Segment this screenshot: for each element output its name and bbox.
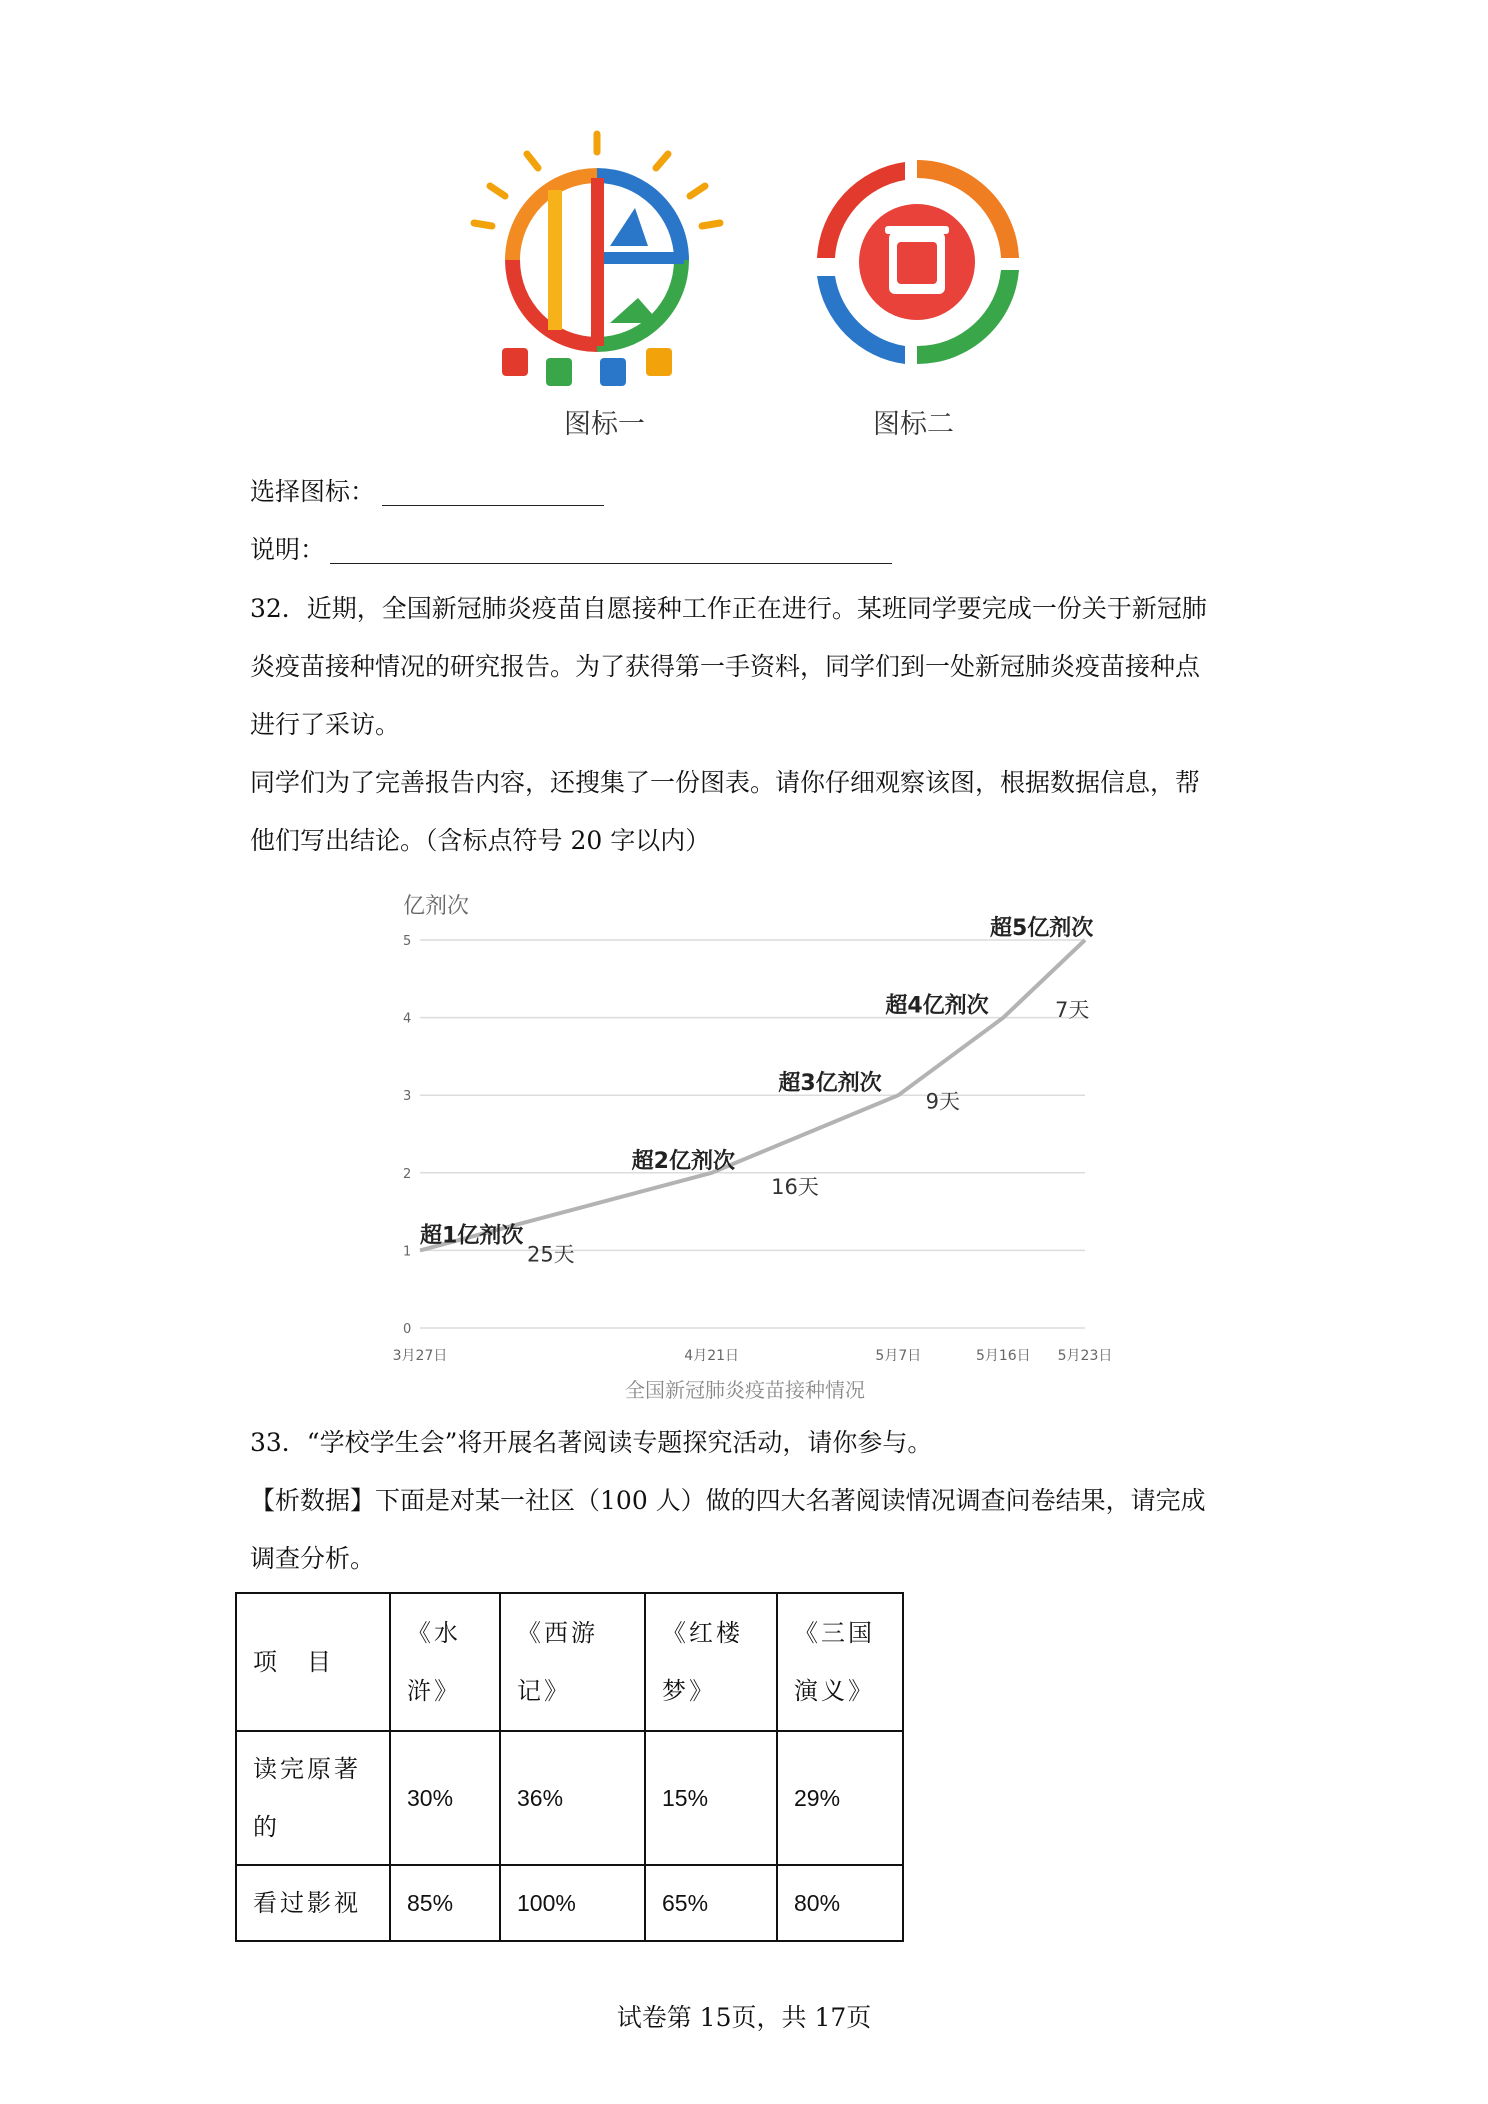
icon-one-caption: 图标一 bbox=[564, 409, 645, 440]
q32-line-3: 进行了采访。 bbox=[250, 710, 401, 739]
chart-interval-label: 16天 bbox=[771, 1175, 819, 1199]
table-header-cell: 项 目 bbox=[236, 1593, 390, 1731]
chart-y-tick: 1 bbox=[403, 1244, 412, 1260]
select-icon-label: 选择图标： bbox=[250, 477, 376, 506]
q32-line-1: 32．近期，全国新冠肺炎疫苗自愿接种工作正在进行。某班同学要完成一份关于新冠肺 bbox=[250, 594, 1207, 623]
table-cell: 80% bbox=[777, 1865, 903, 1941]
table-header-row bbox=[236, 1593, 903, 1731]
table-header-cell: 《三国 演义》 bbox=[777, 1593, 903, 1731]
chart-y-axis-label: 亿剂次 bbox=[403, 894, 470, 919]
table-cell: 30% bbox=[390, 1731, 500, 1865]
icon-two-caption: 图标二 bbox=[873, 409, 954, 440]
q32-line-5: 他们写出结论。（含标点符号 20 字以内） bbox=[250, 826, 711, 855]
chart-y-tick: 0 bbox=[403, 1322, 412, 1337]
table-cell: 65% bbox=[645, 1865, 777, 1941]
chart-point-label: 超3亿剂次 bbox=[778, 1071, 882, 1097]
chart-x-tick: 5月23日 bbox=[1057, 1348, 1113, 1364]
q33-line-1: 33．“学校学生会”将开展名著阅读专题探究活动，请你参与。 bbox=[250, 1428, 933, 1457]
chart-y-tick: 3 bbox=[403, 1089, 412, 1105]
q33-line-2: 【析数据】下面是对某一社区（100 人）做的四大名著阅读情况调查问卷结果，请完成 bbox=[250, 1486, 1206, 1515]
survey-table bbox=[235, 1592, 904, 1942]
chart-y-tick: 5 bbox=[403, 934, 412, 949]
chart-title: 全国新冠肺炎疫苗接种情况 bbox=[625, 1378, 865, 1402]
chart-point-label: 超1亿剂次 bbox=[420, 1223, 524, 1249]
table-header-cell: 《水 浒》 bbox=[390, 1593, 500, 1731]
survey-table-wrapper bbox=[235, 1592, 904, 1942]
page-footer: 试卷第 15页，共 17页 bbox=[616, 2003, 872, 2032]
chart-point-label: 超5亿剂次 bbox=[990, 916, 1094, 941]
table-row bbox=[236, 1731, 903, 1865]
table-row-label: 读完原著 的 bbox=[236, 1731, 390, 1865]
table-row bbox=[236, 1865, 903, 1941]
chart-interval-label: 7天 bbox=[1054, 997, 1090, 1022]
vaccination-chart-svg bbox=[385, 880, 1113, 1410]
q33-line-3: 调查分析。 bbox=[250, 1544, 376, 1573]
icon-two-logo bbox=[805, 150, 1030, 375]
table-row-label: 看过影视 bbox=[236, 1865, 390, 1941]
table-cell: 100% bbox=[500, 1865, 645, 1941]
chart-point-label: 超2亿剂次 bbox=[631, 1148, 735, 1174]
explain-answer-line[interactable] bbox=[330, 563, 892, 564]
chart-interval-label: 9天 bbox=[925, 1089, 961, 1114]
chart-y-tick: 2 bbox=[403, 1166, 412, 1182]
chart-interval-label: 25天 bbox=[526, 1242, 575, 1267]
table-header-cell: 《西游 记》 bbox=[500, 1593, 645, 1731]
select-icon-answer-line[interactable] bbox=[382, 505, 604, 506]
table-cell: 85% bbox=[390, 1865, 500, 1941]
table-cell: 15% bbox=[645, 1731, 777, 1865]
chart-point-label: 超4亿剂次 bbox=[885, 993, 989, 1019]
vaccination-chart bbox=[385, 880, 1113, 1410]
explain-label: 说明： bbox=[250, 535, 326, 564]
table-header-cell: 《红楼 梦》 bbox=[645, 1593, 777, 1731]
chart-x-tick: 4月21日 bbox=[684, 1348, 740, 1364]
q32-line-2: 炎疫苗接种情况的研究报告。为了获得第一手资料，同学们到一处新冠肺炎疫苗接种点 bbox=[250, 652, 1201, 681]
chart-x-tick: 5月16日 bbox=[975, 1348, 1031, 1364]
table-cell: 29% bbox=[777, 1731, 903, 1865]
table-cell: 36% bbox=[500, 1731, 645, 1865]
icon-one-logo bbox=[460, 128, 725, 398]
chart-x-tick: 5月7日 bbox=[875, 1348, 922, 1364]
chart-x-tick: 3月27日 bbox=[392, 1348, 448, 1364]
chart-y-tick: 4 bbox=[403, 1011, 412, 1027]
q32-line-4: 同学们为了完善报告内容，还搜集了一份图表。请你仔细观察该图，根据数据信息，帮 bbox=[250, 768, 1201, 797]
